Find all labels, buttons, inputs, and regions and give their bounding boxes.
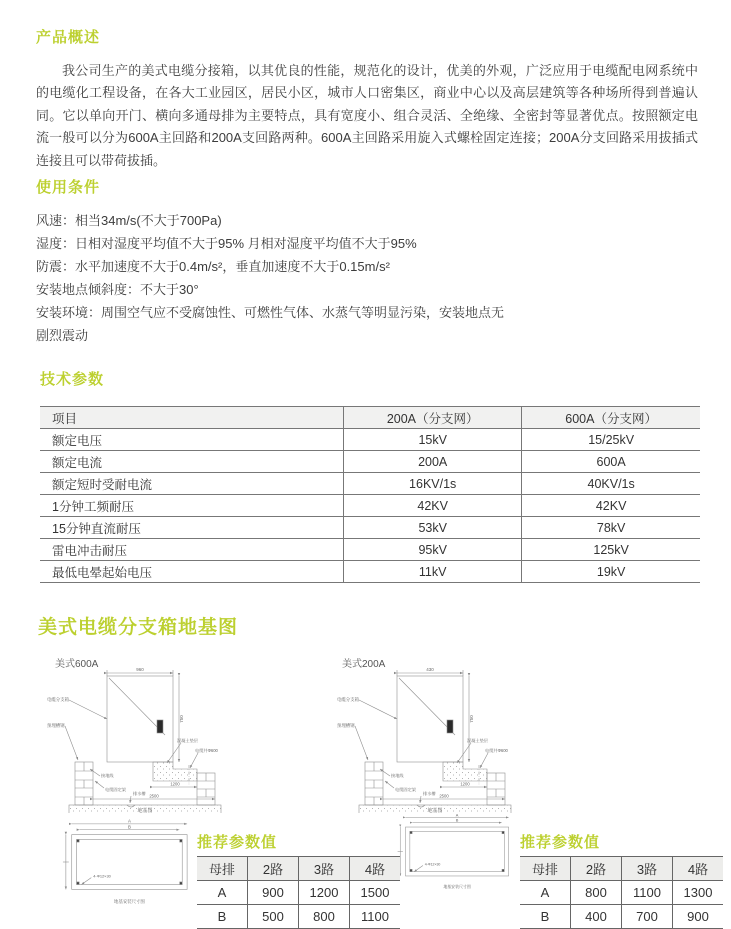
col-header: 4路 bbox=[350, 857, 401, 881]
cell: B bbox=[520, 905, 571, 929]
table-row bbox=[40, 429, 700, 451]
cell: 200A bbox=[344, 451, 522, 473]
dim-label: 750 bbox=[179, 715, 184, 723]
col-header: 母排 bbox=[197, 857, 248, 881]
condition-item: 风速：相当34m/s(不大于700Pa) bbox=[36, 213, 222, 228]
dim-label: 750 bbox=[469, 715, 474, 723]
cell: 40KV/1s bbox=[522, 473, 700, 495]
table-header-row bbox=[520, 857, 723, 881]
dim-label-b: B bbox=[455, 817, 459, 823]
col-header: 4路 bbox=[673, 857, 724, 881]
dim-label: 960 bbox=[136, 667, 144, 672]
label-drain: 排水槽 bbox=[133, 791, 146, 796]
col-header: 2路 bbox=[571, 857, 622, 881]
cell: 78kV bbox=[522, 517, 700, 539]
cell: 500 bbox=[248, 905, 299, 929]
cell: 16KV/1s bbox=[344, 473, 522, 495]
table-row bbox=[520, 905, 723, 929]
conditions-list bbox=[36, 209, 506, 347]
col-header: 600A（分支网） bbox=[522, 407, 700, 429]
dim-label: 1200 bbox=[460, 781, 470, 787]
table-row bbox=[197, 881, 400, 905]
condition-item: 防震：水平加速度不大于0.4m/s²，垂直加速度不大于0.15m/s² bbox=[36, 259, 390, 274]
tech-params-table bbox=[40, 406, 700, 583]
cell: 700 bbox=[622, 905, 673, 929]
section-heading-recommended-600a: 推荐参数值 bbox=[197, 834, 278, 851]
diagram-title-200a: 美式200A bbox=[342, 659, 386, 670]
condition-item: 安装环境：周围空气应不受腐蚀性、可燃性气体、水蒸气等明显污染，安装地点无剧烈震动 bbox=[36, 305, 505, 343]
cell: 15分钟直流耐压 bbox=[40, 517, 344, 539]
section-heading-conditions: 使用条件 bbox=[36, 179, 101, 196]
label-drain: 排水槽 bbox=[423, 791, 436, 796]
section-heading-overview: 产品概述 bbox=[36, 29, 101, 46]
dim-label-a: A bbox=[455, 812, 459, 818]
cell: B bbox=[197, 905, 248, 929]
col-header: 200A（分支网） bbox=[344, 407, 522, 429]
cell: 11kV bbox=[344, 561, 522, 583]
label-cable-fixer: 电缆固定架 bbox=[105, 787, 126, 792]
cell: 53kV bbox=[344, 517, 522, 539]
cell: 19kV bbox=[522, 561, 700, 583]
bolt-note: 4-Φ12×30 bbox=[93, 873, 111, 879]
cell: 400 bbox=[571, 905, 622, 929]
label-ground-wire: 接地线 bbox=[391, 773, 404, 778]
label-concrete: 混凝土垫层 bbox=[177, 738, 198, 743]
label-cable-box: 电缆分支箱 bbox=[337, 697, 359, 702]
cell: 600A bbox=[522, 451, 700, 473]
diagram-caption: 地基图 bbox=[137, 808, 153, 813]
col-header: 2路 bbox=[248, 857, 299, 881]
cell: 95kV bbox=[344, 539, 522, 561]
bolt-note: 4-Φ12×30 bbox=[424, 862, 441, 867]
cell: 最低电晕起始电压 bbox=[40, 561, 344, 583]
dim-label: 1200 bbox=[170, 781, 180, 787]
foundation-plan-200a bbox=[395, 812, 513, 891]
dim-label: 2500 bbox=[439, 793, 449, 799]
table-row bbox=[40, 495, 700, 517]
col-header: 项目 bbox=[40, 407, 344, 429]
cell: 15kV bbox=[344, 429, 522, 451]
dim-label-b: B bbox=[127, 824, 131, 830]
table-row bbox=[197, 905, 400, 929]
cell: 1100 bbox=[622, 881, 673, 905]
label-cable-box: 电缆分支箱 bbox=[47, 697, 69, 702]
cell: 额定电流 bbox=[40, 451, 344, 473]
cell: 1300 bbox=[673, 881, 724, 905]
table-row bbox=[40, 539, 700, 561]
col-header: 3路 bbox=[622, 857, 673, 881]
recommended-table-600a bbox=[197, 856, 400, 929]
label-cable-well: 电缆井Φ600 bbox=[195, 748, 218, 753]
cell: 15/25kV bbox=[522, 429, 700, 451]
foundation-plan-600a bbox=[60, 818, 192, 906]
label-channel-steel: 预埋槽钢 bbox=[337, 723, 355, 728]
section-heading-foundation: 美式电缆分支箱地基图 bbox=[38, 617, 239, 638]
cell: 1分钟工频耐压 bbox=[40, 495, 344, 517]
label-cable-well: 电缆井Φ600 bbox=[485, 748, 508, 753]
col-header: 3路 bbox=[299, 857, 350, 881]
cell: 125kV bbox=[522, 539, 700, 561]
col-header: 母排 bbox=[520, 857, 571, 881]
cell: 额定短时受耐电流 bbox=[40, 473, 344, 495]
table-row bbox=[520, 881, 723, 905]
cell: 42KV bbox=[522, 495, 700, 517]
label-concrete: 混凝土垫层 bbox=[467, 738, 488, 743]
cell: 1100 bbox=[350, 905, 401, 929]
dim-label: 430 bbox=[426, 667, 434, 672]
label-cable-fixer: 电缆固定架 bbox=[395, 787, 416, 792]
condition-item: 安装地点倾斜度：不大于30° bbox=[36, 282, 199, 297]
foundation-cross-section-600a bbox=[40, 663, 250, 813]
table-header-row bbox=[40, 407, 700, 429]
dim-label-a: A bbox=[127, 818, 131, 824]
cell: 1500 bbox=[350, 881, 401, 905]
cell: 雷电冲击耐压 bbox=[40, 539, 344, 561]
section-heading-recommended-200a: 推荐参数值 bbox=[520, 834, 601, 851]
foundation-cross-section-200a bbox=[330, 663, 540, 813]
overview-paragraph: 我公司生产的美式电缆分接箱，以其优良的性能，规范化的设计，优美的外观，广泛应用于电缆配电网系统中的电缆化工程设备，在各大工业园区，居民小区，城市人口密集区，商业中心以及高层建筑等各种场所得到普遍认同。它以单向开门、横向多通母排为主要特点，具有宽度小、组合灵活、全绝缘、全密封等显著优点。按照额定电流一般可以分为600A主回路和200A支回路两种。600A主回路采用旋入式螺栓固定连接；200A分支回路采用拔插式连接且可以带荷拔插。 bbox=[36, 63, 698, 168]
cell: 800 bbox=[571, 881, 622, 905]
plan-caption: 地基安装尺寸图 bbox=[114, 899, 145, 905]
condition-item: 湿度：日相对湿度平均值不大于95% 月相对湿度平均值不大于95% bbox=[36, 236, 417, 251]
section-heading-tech: 技术参数 bbox=[40, 371, 105, 388]
plan-caption: 地基安装尺寸图 bbox=[443, 884, 471, 890]
cell: 1200 bbox=[299, 881, 350, 905]
diagram-caption: 地基图 bbox=[427, 808, 443, 813]
table-row bbox=[40, 451, 700, 473]
table-header-row bbox=[197, 857, 400, 881]
cell: A bbox=[197, 881, 248, 905]
cell: 额定电压 bbox=[40, 429, 344, 451]
cell: 42KV bbox=[344, 495, 522, 517]
cell: 900 bbox=[248, 881, 299, 905]
table-row bbox=[40, 517, 700, 539]
diagram-title-600a: 美式600A bbox=[55, 659, 99, 670]
label-channel-steel: 预埋槽钢 bbox=[47, 723, 65, 728]
recommended-table-200a bbox=[520, 856, 723, 929]
table-row bbox=[40, 561, 700, 583]
table-row bbox=[40, 473, 700, 495]
label-ground-wire: 接地线 bbox=[101, 773, 114, 778]
cell: 900 bbox=[673, 905, 724, 929]
dim-label: 2500 bbox=[149, 793, 159, 799]
cell: 800 bbox=[299, 905, 350, 929]
cell: A bbox=[520, 881, 571, 905]
